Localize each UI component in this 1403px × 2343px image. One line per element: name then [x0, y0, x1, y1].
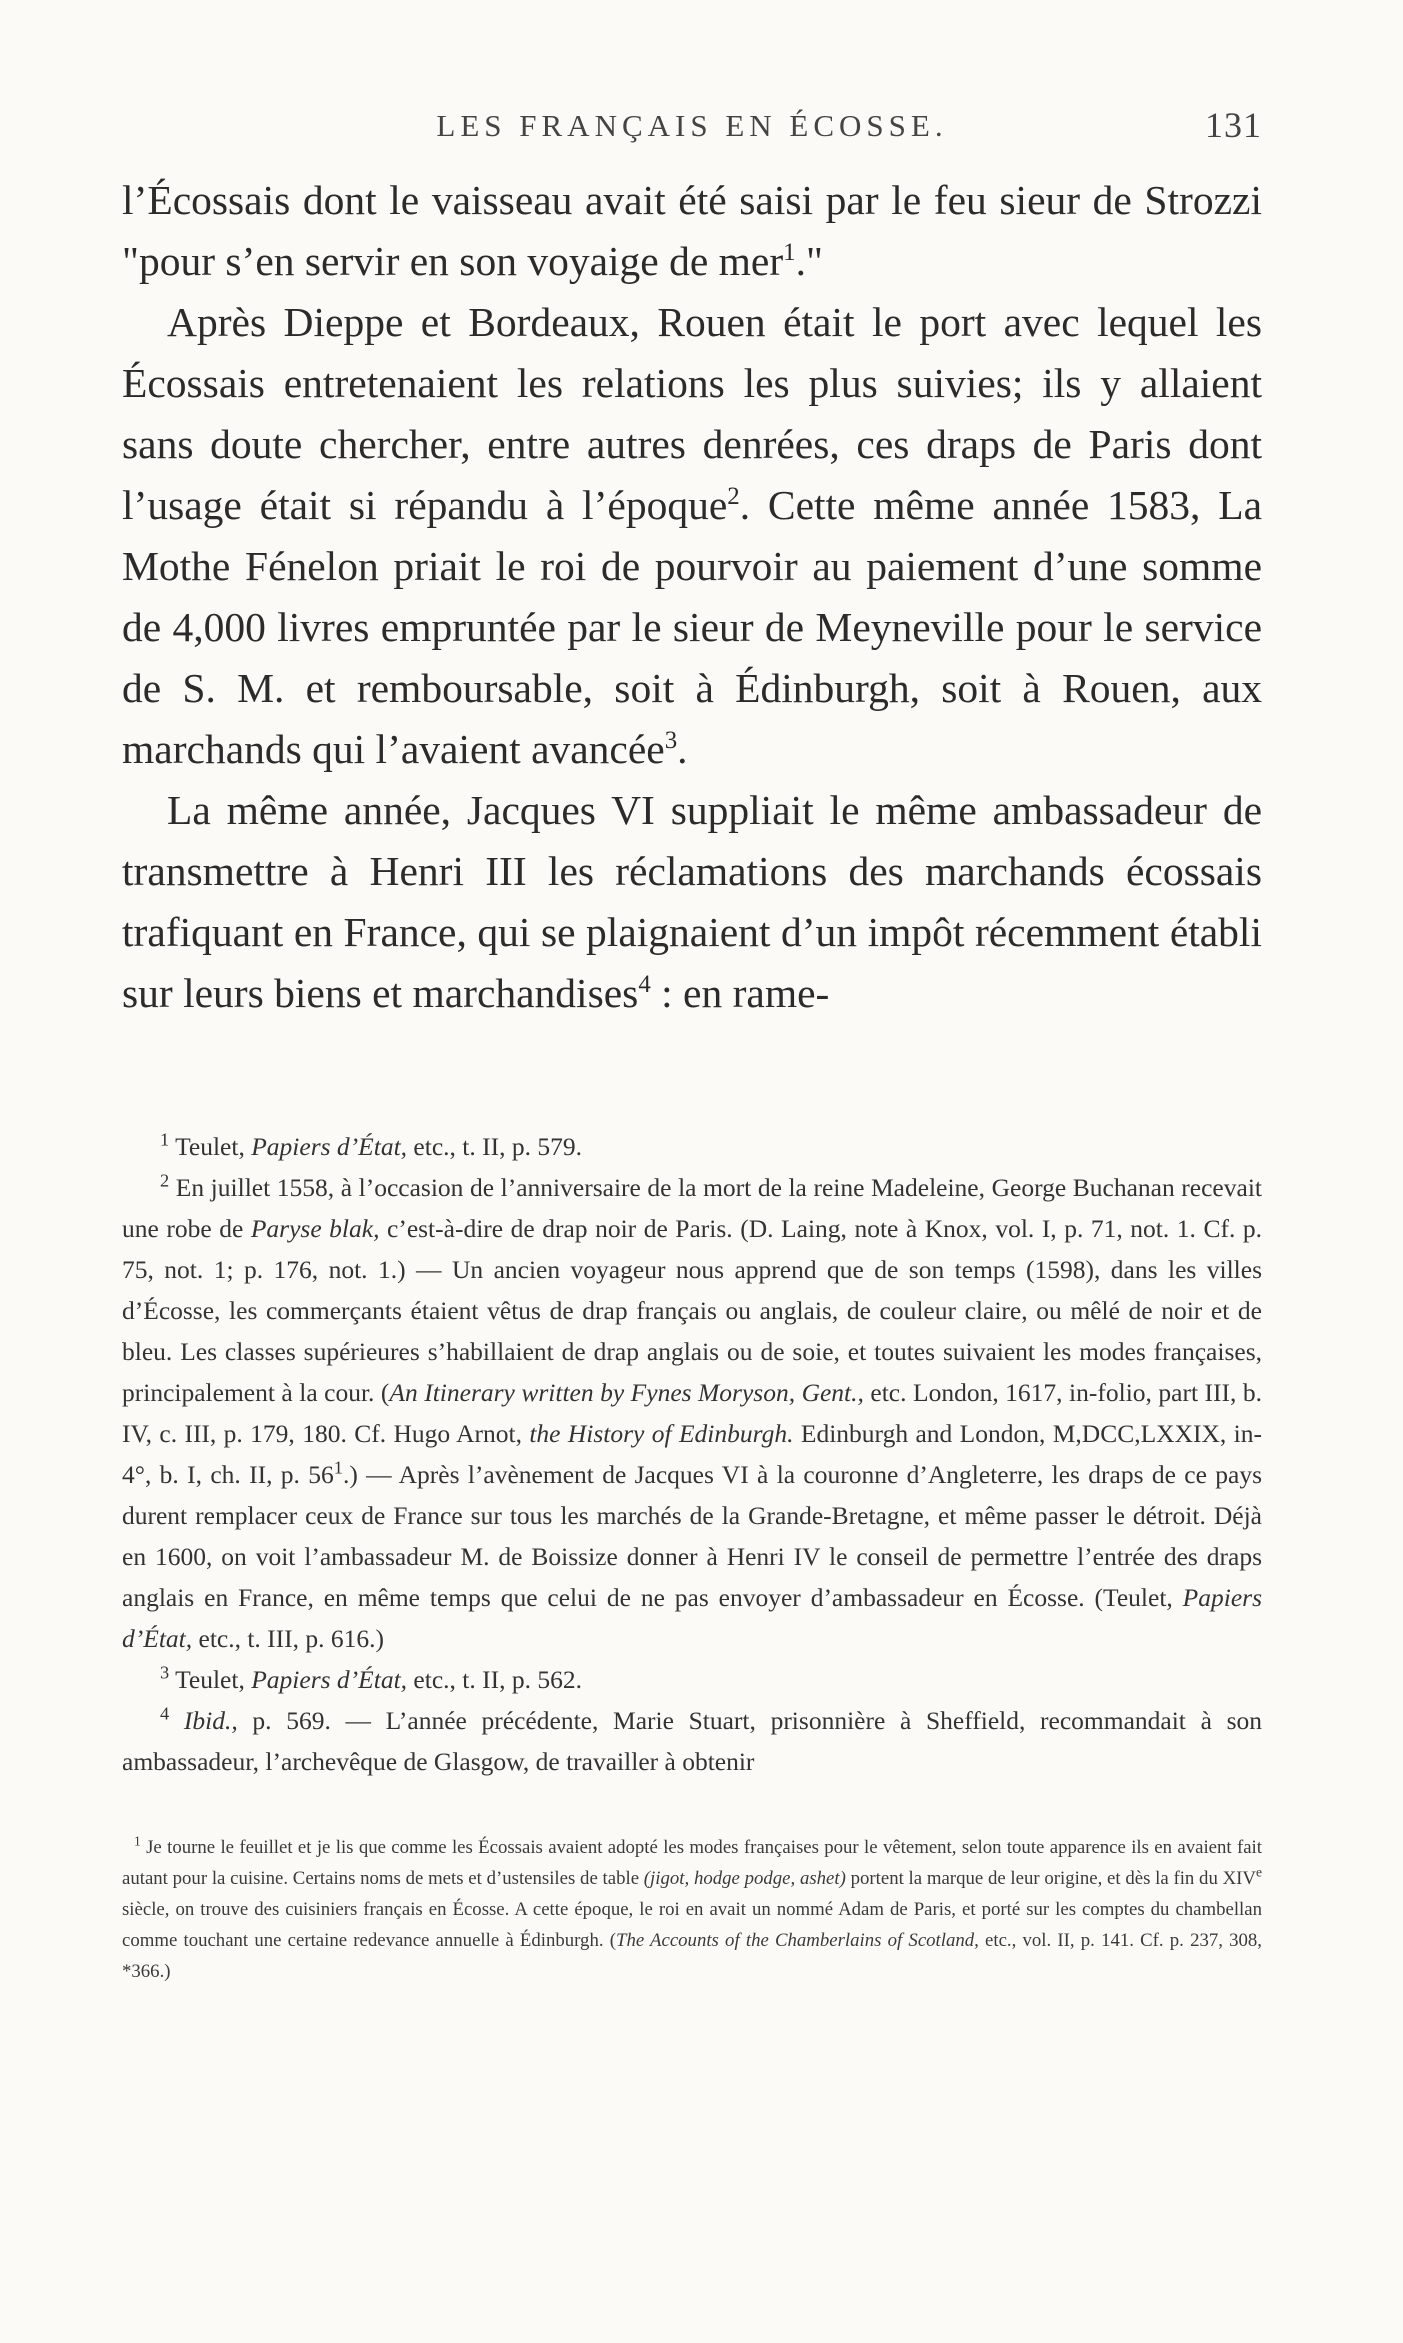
- footnote-1-text-b: etc., t. II, p. 579.: [407, 1132, 582, 1161]
- footnote-2-italic-2: An Itinerary written by Fynes Moryson, Gent.,: [389, 1378, 864, 1407]
- sub-footnote-number: 1: [134, 1833, 141, 1849]
- page-number: 131: [1205, 105, 1262, 145]
- book-page: [122, 105, 1263, 1987]
- footnote-2-italic-4: Papiers d’État,: [122, 1583, 1262, 1653]
- sub-footnote-text-a: Je tourne le feuillet et je lis que comme les Écossais avaient adopté les modes françaises pour le vêtement, selon toute apparence ils en avaient fait autant pour la cuisine. Certains noms de mets et d’ustensiles de table: [122, 1837, 1262, 1889]
- footnote-3-number: 3: [160, 1662, 170, 1683]
- running-head: [122, 105, 1262, 160]
- footnote-4: [122, 1700, 1262, 1782]
- footnote-4-ibid: Ibid.,: [169, 1706, 238, 1735]
- sub-footnote-century-sup: e: [1255, 1864, 1262, 1880]
- footnote-4-number: 4: [160, 1703, 170, 1724]
- footnote-ref-3: 3: [664, 727, 678, 755]
- sub-footnote-1: [122, 1832, 1262, 1987]
- paragraph-1-end: .": [795, 238, 823, 284]
- footnote-1-text-a: Teulet,: [169, 1132, 252, 1161]
- paragraph-2-text-a: Après Dieppe et Bordeaux, Rouen était le port avec lequel les Écossais entretenaient les relations les plus suivies; ils y allaient sans doute chercher, entre autres denrées, ces draps de Paris dont l’usage était si répandu à l’époque: [122, 299, 1262, 528]
- running-head-title: LES FRANÇAIS EN ÉCOSSE.: [436, 108, 948, 143]
- footnote-2-text-e: .) — Après l’avènement de Jacques VI à la couronne d’Angleterre, les draps de ce pays durent remplacer ceux de France sur tous les marchés de la Grande-Bretagne, et même passer le détroit. Déjà en 1600, on voit l’ambassadeur M. de Boissize donner à Henri IV le conseil de permettre l’entrée des draps anglais en France, en même temps que celui de ne pas envoyer d’ambassadeur en Écosse. (Teulet,: [122, 1460, 1262, 1612]
- paragraph-1-text: l’Écossais dont le vaisseau avait été saisi par le feu sieur de Strozzi "pour s’en servir en son voyaige de mer: [122, 177, 1262, 284]
- footnote-2: [122, 1167, 1262, 1659]
- paragraph-2: [122, 292, 1262, 780]
- footnote-3: [122, 1659, 1262, 1700]
- paragraph-2-end: .: [677, 726, 688, 772]
- sub-footnote-text-c: siècle, on trouve des cuisiniers français en Écosse. A cette époque, le roi en avait un nommé Adam de Paris, et porté sur les comptes du chambellan comme touchant une certaine redevance annuelle à Édinburgh. (: [122, 1899, 1262, 1951]
- footnote-ref-1: 1: [783, 239, 796, 267]
- paragraph-3: [122, 780, 1262, 1024]
- sub-footnote-text-b: portent la marque de leur origine, et dès la fin du XIV: [845, 1868, 1256, 1889]
- paragraph-1: [122, 170, 1262, 292]
- sub-footnote-italic-1: (jigot, hodge podge, ashet): [643, 1868, 846, 1889]
- main-text: [122, 170, 1262, 1024]
- footnote-3-text-a: Teulet,: [169, 1665, 252, 1694]
- footnote-2-text-f: etc., t. III, p. 616.): [192, 1624, 385, 1653]
- sub-footnote-italic-2: The Accounts of the Chamberlains of Scotland,: [616, 1930, 979, 1951]
- footnotes: [122, 1126, 1262, 1782]
- footnote-2-number: 2: [160, 1170, 170, 1191]
- footnote-ref-4: 4: [638, 971, 651, 999]
- paragraph-2-text-b: . Cette même année 1583, La Mothe Fénelon priait le roi de pourvoir au paiement d’une somme de 4,000 livres empruntée par le sieur de Meyneville pour le service de S. M. et remboursable, soit à Édinburgh, soit à Rouen, aux marchands qui l’avaient avancée: [122, 482, 1262, 772]
- footnote-3-text-b: etc., t. II, p. 562.: [407, 1665, 582, 1694]
- footnote-2-subnote-ref: 1: [333, 1457, 343, 1478]
- footnote-2-text-a: En juillet 1558, à l’occasion de l’anniversaire de la mort de la reine Madeleine, George Buchanan recevait une robe de: [122, 1173, 1262, 1243]
- footnote-4-text-b: p. 569. — L’année précédente, Marie Stuart, prisonnière à Sheffield, recommandait à son ambassadeur, l’archevêque de Glasgow, de travailler à obtenir: [122, 1706, 1262, 1776]
- footnote-1-number: 1: [160, 1129, 170, 1150]
- footnote-2-text-c: etc. London, 1617, in-folio, part III, b. IV, c. III, p. 179, 180. Cf. Hugo Arnot,: [122, 1378, 1263, 1448]
- footnote-2-italic-3: the History of Edinburgh.: [529, 1419, 794, 1448]
- footnote-2-text-b: c’est-à-dire de drap noir de Paris. (D. Laing, note à Knox, vol. I, p. 71, not. 1. Cf. p. 75, not. 1; p. 176, not. 1.) — Un ancien voyageur nous apprend que de son temps (1598), dans les villes d’Écosse, les commerçants étaient vêtus de drap français ou anglais, de couleur claire, ou mêlé de noir et de bleu. Les classes supérieures s’habillaient de drap anglais ou de soie, et toutes suivaient les modes françaises, principalement à la cour. (: [122, 1214, 1263, 1407]
- footnote-1: [122, 1126, 1262, 1167]
- footnote-ref-2: 2: [727, 483, 740, 511]
- footnote-2-italic-1: Paryse blak,: [250, 1214, 380, 1243]
- paragraph-3-end: : en rame-: [650, 970, 830, 1016]
- footnote-1-title: Papiers d’État,: [251, 1132, 408, 1161]
- footnote-2-text-d: Edinburgh and London, M,DCC,LXXIX, in-4°, b. I, ch. II, p. 56: [122, 1419, 1262, 1489]
- sub-footnote: [122, 1832, 1262, 1987]
- paragraph-3-text: La même année, Jacques VI suppliait le même ambassadeur de transmettre à Henri III les réclamations des marchands écossais trafiquant en France, qui se plaignaient d’un impôt récemment établi sur leurs biens et marchandises: [122, 787, 1262, 1016]
- footnote-3-title: Papiers d’État,: [251, 1665, 408, 1694]
- sub-footnote-text-d: etc., vol. II, p. 141. Cf. p. 237, 308, *366.): [122, 1930, 1263, 1982]
